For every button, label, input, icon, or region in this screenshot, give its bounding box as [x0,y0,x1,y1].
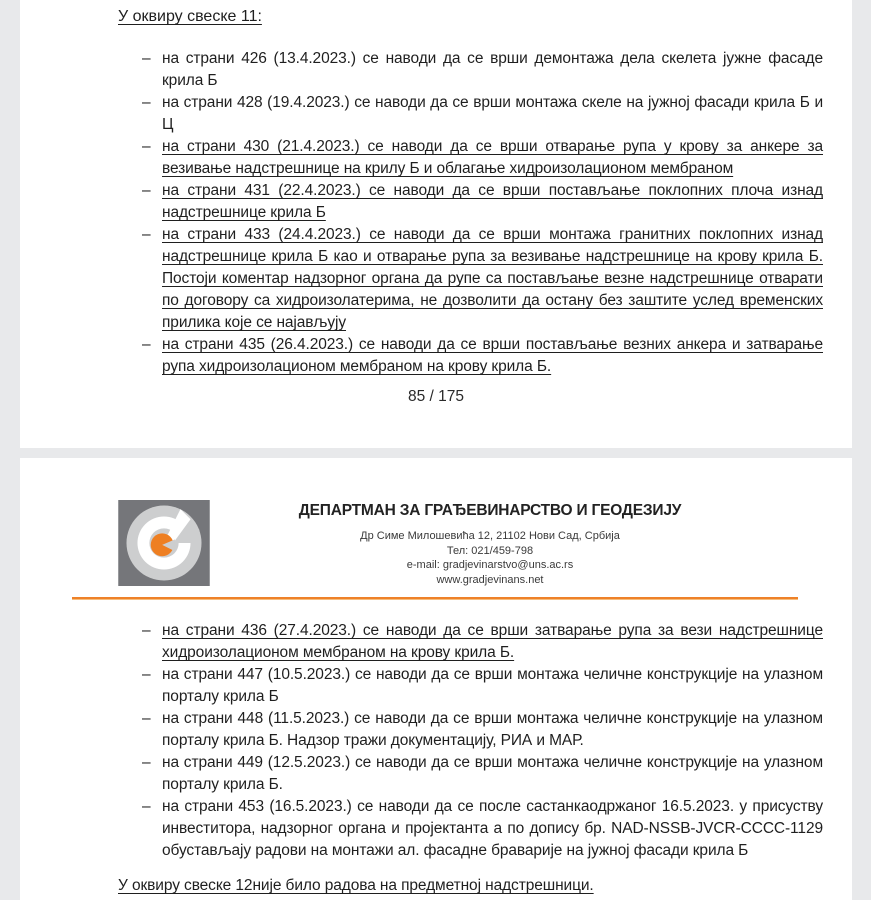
department-title: ДЕПАРТМАН ЗА ГРАЂЕВИНАРСТВО И ГЕОДЕЗИЈУ [298,502,682,519]
list-item [142,224,823,334]
phone-line: Тел: 021/459-798 [446,544,534,557]
letterhead [260,502,720,587]
page-1 [20,0,852,448]
header-divider [72,597,798,600]
list-item [142,180,823,224]
section-heading-sveska-12: У оквиру свеске 12није било радова на предметној надстрешници. [118,877,594,894]
bullet-dash: – [142,666,151,683]
list-item-text: на страни 453 (16.5.2023.) се наводи да се после састанкаодржаног 16.5.2023. у присуству инвеститора, надзорног органа и пројектанта а по допису бр. NAD-NSSB-JVCR-CCCC-1129 обустављају радови на монтажи ал. фасадне браварије на јужној фасади крила Б [162,798,823,859]
bullet-dash: – [142,754,151,771]
list-item-text: на страни 430 (21.4.2023.) се наводи да се врши отварање рупа у крову за анкере за везивање надстрешнице на крилу Б и облагање хидроизолационом мембраном [162,138,823,177]
bullet-dash: – [142,710,151,727]
page-number: 85 / 175 [407,388,465,405]
department-logo-icon [118,500,210,586]
list-item [142,48,823,92]
page-2-body [118,620,823,897]
bullet-dash: – [142,622,151,639]
list-item [142,92,823,136]
list-item [142,664,823,708]
list-item-text: на страни 447 (10.5.2023.) се наводи да се врши монтажа челичне конструкције на улазном порталу крила Б [162,666,823,705]
work-log-list-sveska-11 [118,48,823,378]
website-line: www.gradjevinans.net [436,573,544,586]
list-item-text: на страни 435 (26.4.2023.) се наводи да се врши постављање везних анкера и затварање рупа хидроизолационом мембраном на крову крила Б. [162,336,823,375]
bullet-dash: – [142,94,151,111]
page-2 [20,458,852,900]
list-item-text: на страни 433 (24.4.2023.) се наводи да се врши монтажа гранитних поклопних изнад надстрешнице крила Б као и отварање рупа за везивање надстрешнице на крову крила Б. Постоји коментар надзорног органа да рупе са постављање везне надстрешнице отварати по договору са хидроизолатерима, не дозволити да остану без заштите услед временских прилика које се најављују [162,226,823,331]
bullet-dash: – [142,336,151,353]
list-item [142,708,823,752]
bullet-dash: – [142,226,151,243]
email-line: e-mail: gradjevinarstvo@uns.ac.rs [406,559,574,571]
list-item-text: на страни 426 (13.4.2023.) се наводи да се врши демонтажа дела скелета јужне фасаде крила Б [162,50,823,89]
list-item-text: на страни 448 (11.5.2023.) се наводи да се врши монтажа челичне конструкције на улазном порталу крила Б. Надзор тражи документацију, РИА и МАР. [162,710,823,749]
list-item-text: на страни 428 (19.4.2023.) се наводи да се врши монтажа скеле на јужној фасади крила Б и Ц [162,94,823,133]
bullet-dash: – [142,50,151,67]
list-item [142,796,823,862]
list-item-text: на страни 436 (27.4.2023.) се наводи да се врши затварање рупа за вези надстрешнице хидроизолационом мембраном на крову крила Б. [162,622,823,661]
list-item-text: на страни 431 (22.4.2023.) се наводи да се врши постављање поклопних плоча изнад надстрешнице крила Б [162,182,823,221]
bullet-dash: – [142,798,151,815]
bullet-dash: – [142,182,151,199]
bullet-dash: – [142,138,151,155]
list-item-text: на страни 449 (12.5.2023.) се наводи да се врши монтажа челичне конструкције на улазном порталу крила Б. [162,754,823,793]
work-log-list-continued [118,620,823,862]
section-heading-sveska-11: У оквиру свеске 11: [118,8,262,25]
list-item [142,620,823,664]
list-item [142,136,823,180]
list-item [142,752,823,796]
list-item [142,334,823,378]
address-line: Др Симе Милошевића 12, 21102 Нови Сад, Србија [360,530,620,542]
